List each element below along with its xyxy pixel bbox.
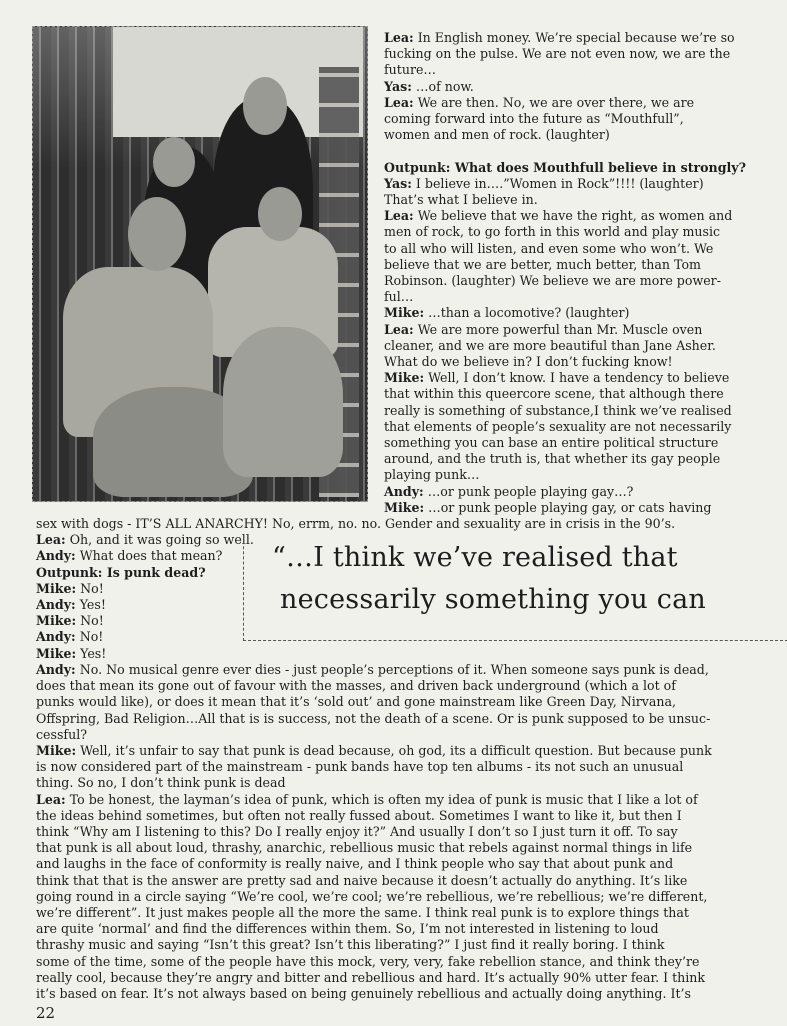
text-line: [384, 95, 694, 111]
text-line: [36, 646, 106, 662]
speaker-label: Mike:: [384, 499, 425, 515]
speaker-label: Mike:: [36, 580, 77, 596]
line-text: thrashy music and saying “Isn’t this great? Isn’t this liberating?” I just find it really boring. I think: [36, 937, 665, 953]
text-line: [384, 208, 732, 224]
line-text: …of now.: [411, 78, 474, 94]
text-line: [36, 970, 705, 986]
line-text: future…: [384, 62, 437, 78]
line-text: Well, I don’t know. I have a tendency to believe: [424, 370, 730, 386]
text-line: [384, 338, 716, 354]
line-text: thing. So no, I don’t think punk is dead: [36, 775, 286, 791]
line-text: does that mean its gone out of favour with the masses, and driven back underground (which a lot of: [36, 678, 676, 694]
line-text: ful…: [384, 289, 414, 305]
speaker-label: Mike:: [36, 613, 77, 629]
text-line: [36, 921, 659, 937]
text-line: [384, 322, 702, 338]
text-line: [36, 548, 222, 564]
text-line: [384, 176, 704, 192]
line-text: playing punk…: [384, 467, 480, 483]
text-line: [384, 46, 730, 62]
text-line: [384, 79, 474, 95]
text-line: [36, 532, 254, 548]
speaker-label: Andy:: [36, 597, 76, 612]
line-text: We are more powerful than Mr. Muscle oven: [413, 321, 703, 337]
line-text: punks would like), or does it mean that it’s ‘sold out’ and gone mainstream like Green Day, Nirvana,: [36, 694, 677, 710]
text-line: [384, 257, 701, 273]
line-text: think that that is the answer are pretty sad and naive because it doesn’t actually do anything. It’s like: [36, 872, 688, 888]
speaker-label: Yas:: [384, 175, 412, 191]
text-line: [36, 808, 682, 824]
line-text: around, and the truth is, that whether its gay people: [384, 451, 721, 467]
speaker-label: Lea:: [384, 208, 414, 224]
text-line: [36, 759, 683, 775]
text-line: [36, 954, 699, 970]
text-line: [36, 597, 106, 613]
pull-quote-line-2: necessarily something you can: [280, 584, 707, 615]
text-line: [36, 840, 692, 856]
text-line: [36, 889, 707, 905]
line-text: Offspring, Bad Religion…All that is is success, not the death of a scene. Or is punk supposed to be unsuc-: [36, 710, 711, 726]
speaker-label: Outpunk: Is punk dead?: [36, 564, 206, 580]
line-text: No. No musical genre ever dies - just people’s perceptions of it. When someone says punk is dead,: [75, 662, 709, 677]
text-line: [384, 386, 724, 402]
line-text: that elements of people’s sexuality are not necessarily: [384, 418, 732, 434]
line-text: are quite ‘normal’ and find the differences within them. So, I’m not interested in listening to loud: [36, 921, 659, 937]
speaker-label: Outpunk: What does Mouthfull believe in strongly?: [384, 159, 746, 175]
pull-quote: [243, 536, 787, 641]
text-line: [384, 403, 732, 419]
text-line: [384, 370, 729, 386]
speaker-label: Mike:: [384, 305, 425, 321]
text-line: [36, 856, 673, 872]
line-text: No!: [76, 580, 104, 596]
text-line: [36, 905, 689, 921]
text-line: [36, 613, 104, 629]
text-line: [36, 662, 709, 678]
line-text: it’s based on fear. It’s not always based on being genuinely rebellious and actually doing anything. It’s: [36, 986, 691, 1001]
speaker-label: Lea:: [384, 94, 414, 110]
speaker-label: Yas:: [384, 78, 412, 94]
line-text: and laughs in the face of conformity is really naive, and I think people who say that about punk and: [36, 856, 674, 872]
line-text: really cool, because they’re angry and bitter and rebellious and hard. It’s actually 90% utter fear. I think: [36, 969, 706, 985]
line-text: What does that mean?: [75, 548, 223, 564]
text-line: [384, 62, 436, 78]
text-line: [384, 30, 735, 46]
line-text: Robinson. (laughter) We believe we are more power-: [384, 273, 721, 288]
text-line: [384, 224, 720, 240]
text-line: [36, 711, 710, 727]
line-text: believe that we are better, much better, than Tom: [384, 256, 701, 272]
line-text: Oh, and it was going so well.: [65, 532, 254, 548]
line-text: …or punk people playing gay…?: [423, 483, 634, 499]
text-line: [36, 937, 665, 953]
line-text: cessful?: [36, 726, 87, 742]
line-text: some of the time, some of the people have this mock, very, very, fake rebellion stance, and think they’re: [36, 953, 700, 969]
line-text: is now considered part of the mainstream - punk bands have top ten albums - its not such an unusual: [36, 759, 684, 775]
line-text: I believe in….”Women in Rock”!!!! (laughter): [411, 175, 704, 191]
text-line: [36, 824, 678, 840]
line-text: Yes!: [76, 645, 107, 661]
text-line: [384, 484, 633, 500]
line-text: something you can base an entire political structure: [384, 435, 719, 450]
text-line: [36, 792, 698, 808]
speaker-label: Andy:: [36, 662, 76, 677]
text-line: [384, 467, 479, 483]
line-text: to all who will listen, and even some who won’t. We: [384, 240, 714, 256]
line-text: …or punk people playing gay, or cats having: [424, 499, 712, 515]
text-line: [384, 289, 413, 305]
text-line: [36, 694, 676, 710]
text-line: [384, 127, 610, 143]
line-text: Yes!: [75, 597, 106, 612]
text-line: [36, 727, 87, 743]
line-text: that within this queercore scene, that although there: [384, 386, 724, 402]
line-text: In English money. We’re special because we’re so: [413, 30, 735, 45]
speaker-label: Lea:: [36, 791, 66, 807]
line-text: That’s what I believe in.: [384, 192, 538, 207]
pull-quote-line-1: “…I think we’ve realised that: [272, 542, 678, 573]
text-line: [384, 273, 721, 289]
speaker-label: Lea:: [384, 30, 414, 45]
line-text: fucking on the pulse. We are not even now, we are the: [384, 46, 731, 62]
speaker-label: Andy:: [384, 483, 424, 499]
line-text: No!: [75, 629, 104, 645]
speaker-label: Mike:: [36, 645, 77, 661]
line-text: cleaner, and we are more beautiful than Jane Asher.: [384, 337, 716, 353]
text-line: [36, 565, 206, 581]
line-text: the ideas behind sometimes, but often not really fussed about. Sometimes I want to like it, but then I: [36, 807, 682, 823]
text-line: [384, 241, 713, 257]
line-text: Well, it’s unfair to say that punk is dead because, oh god, its a difficult question. But because punk: [76, 743, 712, 758]
text-line: [36, 743, 712, 759]
line-text: No!: [76, 613, 104, 629]
page-number: 22: [36, 1004, 56, 1022]
text-line: [384, 451, 720, 467]
line-text: We are then. No, we are over there, we are: [413, 94, 695, 110]
speaker-label: Mike:: [384, 370, 425, 386]
speaker-label: Andy:: [36, 548, 76, 564]
line-text: we’re different”. It just makes people all the more the same. I think real punk is to explore things that: [36, 905, 689, 920]
line-text: women and men of rock. (laughter): [384, 127, 610, 143]
text-line: [384, 419, 731, 435]
text-line: [384, 160, 746, 176]
text-line: [36, 873, 687, 889]
text-line: [36, 581, 104, 597]
line-text: coming forward into the future as “Mouthfull”,: [384, 111, 684, 126]
text-line: [384, 500, 711, 516]
line-text: going round in a circle saying “We’re cool, we’re cool; we’re rebellious, we’re rebellious; we’re different,: [36, 888, 708, 904]
line-text: think “Why am I listening to this? Do I really enjoy it?” And usually I don’t so I just turn it off. To say: [36, 824, 678, 839]
text-line: [384, 354, 673, 370]
text-line: [384, 192, 538, 208]
speaker-label: Lea:: [384, 321, 414, 337]
band-photo: [32, 26, 368, 502]
text-line: [36, 986, 691, 1002]
line-text: sex with dogs - IT’S ALL ANARCHY! No, errm, no. no. Gender and sexuality are in crisis in the 90’s.: [36, 516, 676, 531]
speaker-label: Mike:: [36, 743, 77, 758]
text-line: [384, 305, 629, 321]
text-line: [384, 435, 718, 451]
text-line: [36, 775, 286, 791]
line-text: really is something of substance,I think we’ve realised: [384, 402, 732, 418]
speaker-label: Andy:: [36, 629, 76, 645]
line-text: …than a locomotive? (laughter): [424, 305, 630, 321]
text-line: [36, 678, 676, 694]
text-line: [36, 516, 675, 532]
text-line: [384, 111, 684, 127]
speaker-label: Lea:: [36, 532, 66, 548]
line-text: that punk is all about loud, thrashy, anarchic, rebellious music that rebels against normal things in life: [36, 840, 693, 856]
text-line: [36, 629, 103, 645]
line-text: What do we believe in? I don’t fucking know!: [384, 354, 673, 369]
line-text: We believe that we have the right, as women and: [413, 208, 733, 224]
line-text: men of rock, to go forth in this world and play music: [384, 224, 721, 240]
line-text: To be honest, the layman’s idea of punk, which is often my idea of punk is music that I like a lot of: [65, 791, 698, 807]
